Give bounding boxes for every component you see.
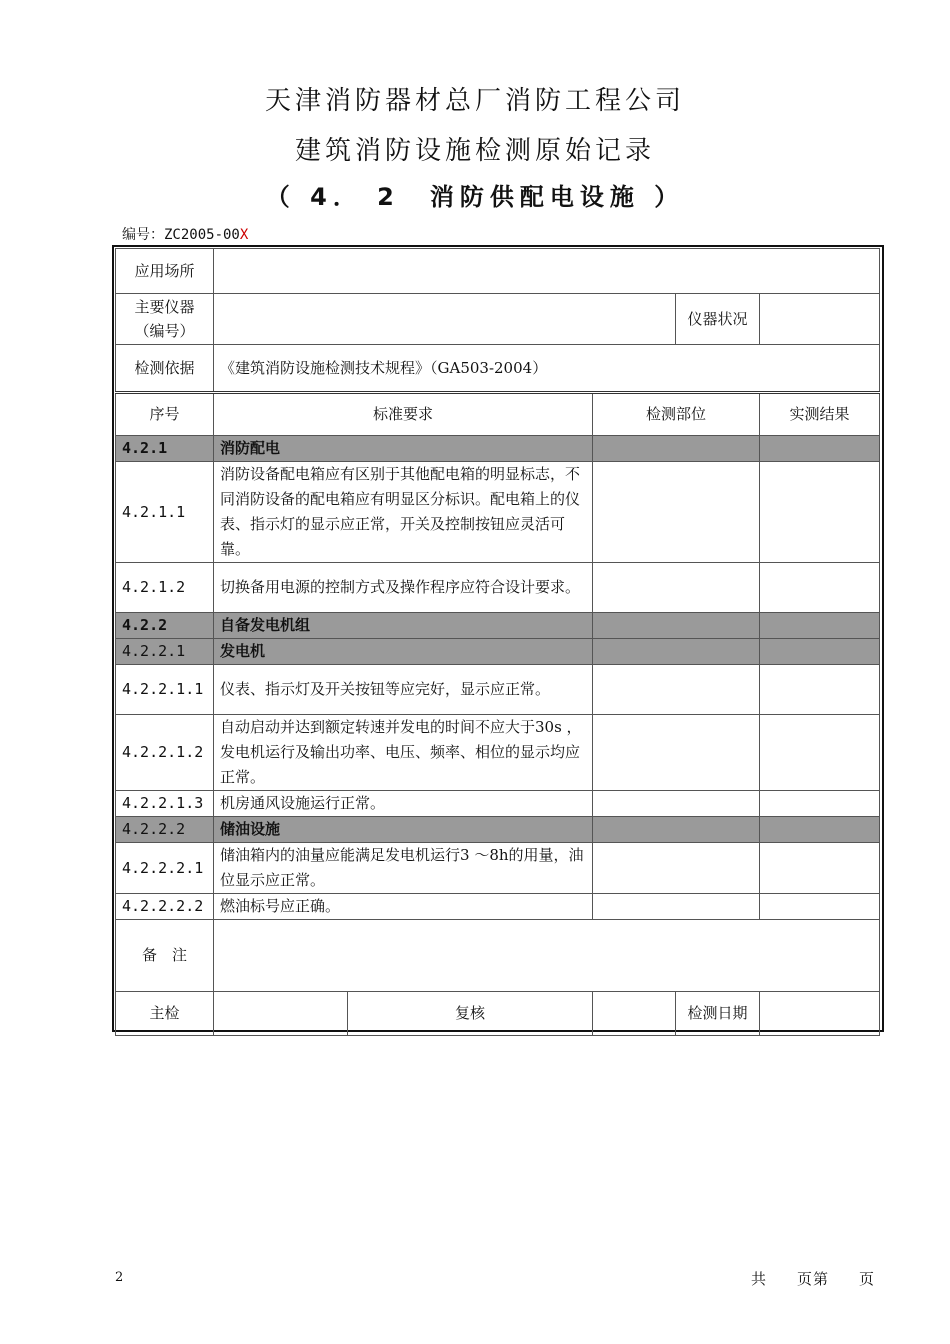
row-code: 4.2.2.1.1: [116, 665, 214, 715]
row-result-field[interactable]: [760, 436, 880, 462]
instrument-status-field[interactable]: [760, 294, 880, 345]
row-result-field[interactable]: [760, 613, 880, 639]
row-location-field[interactable]: [593, 817, 760, 843]
row-result-field[interactable]: [760, 639, 880, 665]
requirement-row: [116, 894, 880, 920]
remarks-row: [116, 920, 880, 992]
document-number-suffix: X: [239, 227, 249, 243]
section-row: [116, 436, 880, 462]
row-result-field[interactable]: [760, 817, 880, 843]
section-title: （ 4． 2 消防供配电设施 ）: [265, 183, 685, 211]
column-header-location: 检测部位: [593, 393, 760, 436]
row-code: 4.2.2: [116, 613, 214, 639]
row-location-field[interactable]: [593, 462, 760, 563]
venue-row: [116, 249, 880, 294]
page-counter: [721, 1268, 875, 1289]
column-header-standard: 标准要求: [214, 393, 593, 436]
column-header-result: 实测结果: [760, 393, 880, 436]
row-code: 4.2.1.2: [116, 563, 214, 613]
row-requirement: 自备发电机组: [214, 613, 593, 639]
section-row: [116, 613, 880, 639]
requirement-row: [116, 843, 880, 894]
basis-row: [116, 345, 880, 393]
row-result-field[interactable]: [760, 894, 880, 920]
row-requirement: 切换备用电源的控制方式及操作程序应符合设计要求。: [214, 563, 593, 613]
row-requirement: 消防配电: [214, 436, 593, 462]
instrument-row: [116, 294, 880, 345]
row-result-field[interactable]: [760, 791, 880, 817]
column-header-seq: 序号: [116, 393, 214, 436]
document-number-label: 编号：ZC2005-00: [122, 227, 240, 243]
row-location-field[interactable]: [593, 613, 760, 639]
page-label: 页: [858, 1270, 875, 1288]
row-code: 4.2.2.1: [116, 639, 214, 665]
inspection-date-label: 检测日期: [676, 992, 760, 1036]
venue-label: 应用场所: [116, 249, 214, 294]
row-result-field[interactable]: [760, 843, 880, 894]
venue-field[interactable]: [214, 249, 880, 294]
requirement-row: [116, 665, 880, 715]
requirement-row: [116, 791, 880, 817]
instrument-field[interactable]: [214, 294, 676, 345]
row-code: 4.2.1.1: [116, 462, 214, 563]
column-header-row: [116, 393, 880, 436]
row-result-field[interactable]: [760, 715, 880, 791]
row-requirement: 仪表、指示灯及开关按钮等应完好，显示应正常。: [214, 665, 593, 715]
row-requirement: 自动启动并达到额定转速并发电的时间不应大于30s ，发电机运行及输出功率、电压、频率、相位的显示均应正常。: [214, 715, 593, 791]
row-code: 4.2.2.1.3: [116, 791, 214, 817]
basis-value: 《建筑消防设施检测技术规程》（GA503-2004）: [214, 345, 880, 393]
row-location-field[interactable]: [593, 563, 760, 613]
inspector-field[interactable]: [214, 992, 348, 1036]
instrument-status-label: 仪器状况: [676, 294, 760, 345]
row-requirement: 储油设施: [214, 817, 593, 843]
requirement-row: [116, 563, 880, 613]
row-result-field[interactable]: [760, 462, 880, 563]
row-requirement: 消防设备配电箱应有区别于其他配电箱的明显标志，不同消防设备的配电箱应有明显区分标识。配电箱上的仪表、指示灯的显示应正常，开关及控制按钮应灵活可靠。: [214, 462, 593, 563]
document-number: [122, 224, 248, 244]
row-location-field[interactable]: [593, 715, 760, 791]
section-row: [116, 639, 880, 665]
row-result-field[interactable]: [760, 563, 880, 613]
row-code: 4.2.2.2.1: [116, 843, 214, 894]
reviewer-label: 复核: [348, 992, 593, 1036]
row-code: 4.2.2.1.2: [116, 715, 214, 791]
reviewer-field[interactable]: [593, 992, 676, 1036]
company-title: 天津消防器材总厂消防工程公司: [264, 86, 685, 116]
inspection-record-table: [115, 248, 880, 1036]
signoff-row: [116, 992, 880, 1036]
row-code: 4.2.1: [116, 436, 214, 462]
inspector-label: 主检: [116, 992, 214, 1036]
requirement-row: [116, 462, 880, 563]
row-location-field[interactable]: [593, 436, 760, 462]
row-location-field[interactable]: [593, 665, 760, 715]
page-total-label: 共: [750, 1270, 767, 1288]
row-requirement: 发电机: [214, 639, 593, 665]
row-requirement: 储油箱内的油量应能满足发电机运行3 ～8h的用量，油位显示应正常。: [214, 843, 593, 894]
section-row: [116, 817, 880, 843]
instrument-label: 主要仪器（编号）: [116, 294, 214, 345]
page-of-label: 页第: [796, 1270, 829, 1288]
row-location-field[interactable]: [593, 843, 760, 894]
row-code: 4.2.2.2.2: [116, 894, 214, 920]
row-location-field[interactable]: [593, 639, 760, 665]
row-result-field[interactable]: [760, 665, 880, 715]
row-requirement: 机房通风设施运行正常。: [214, 791, 593, 817]
requirement-row: [116, 715, 880, 791]
page-number: 2: [115, 1270, 124, 1285]
row-location-field[interactable]: [593, 894, 760, 920]
row-requirement: 燃油标号应正确。: [214, 894, 593, 920]
remarks-field[interactable]: [214, 920, 880, 992]
remarks-label: 备 注: [116, 920, 214, 992]
row-location-field[interactable]: [593, 791, 760, 817]
document-title: 建筑消防设施检测原始记录: [294, 136, 655, 166]
inspection-date-field[interactable]: [760, 992, 880, 1036]
basis-label: 检测依据: [116, 345, 214, 393]
row-code: 4.2.2.2: [116, 817, 214, 843]
